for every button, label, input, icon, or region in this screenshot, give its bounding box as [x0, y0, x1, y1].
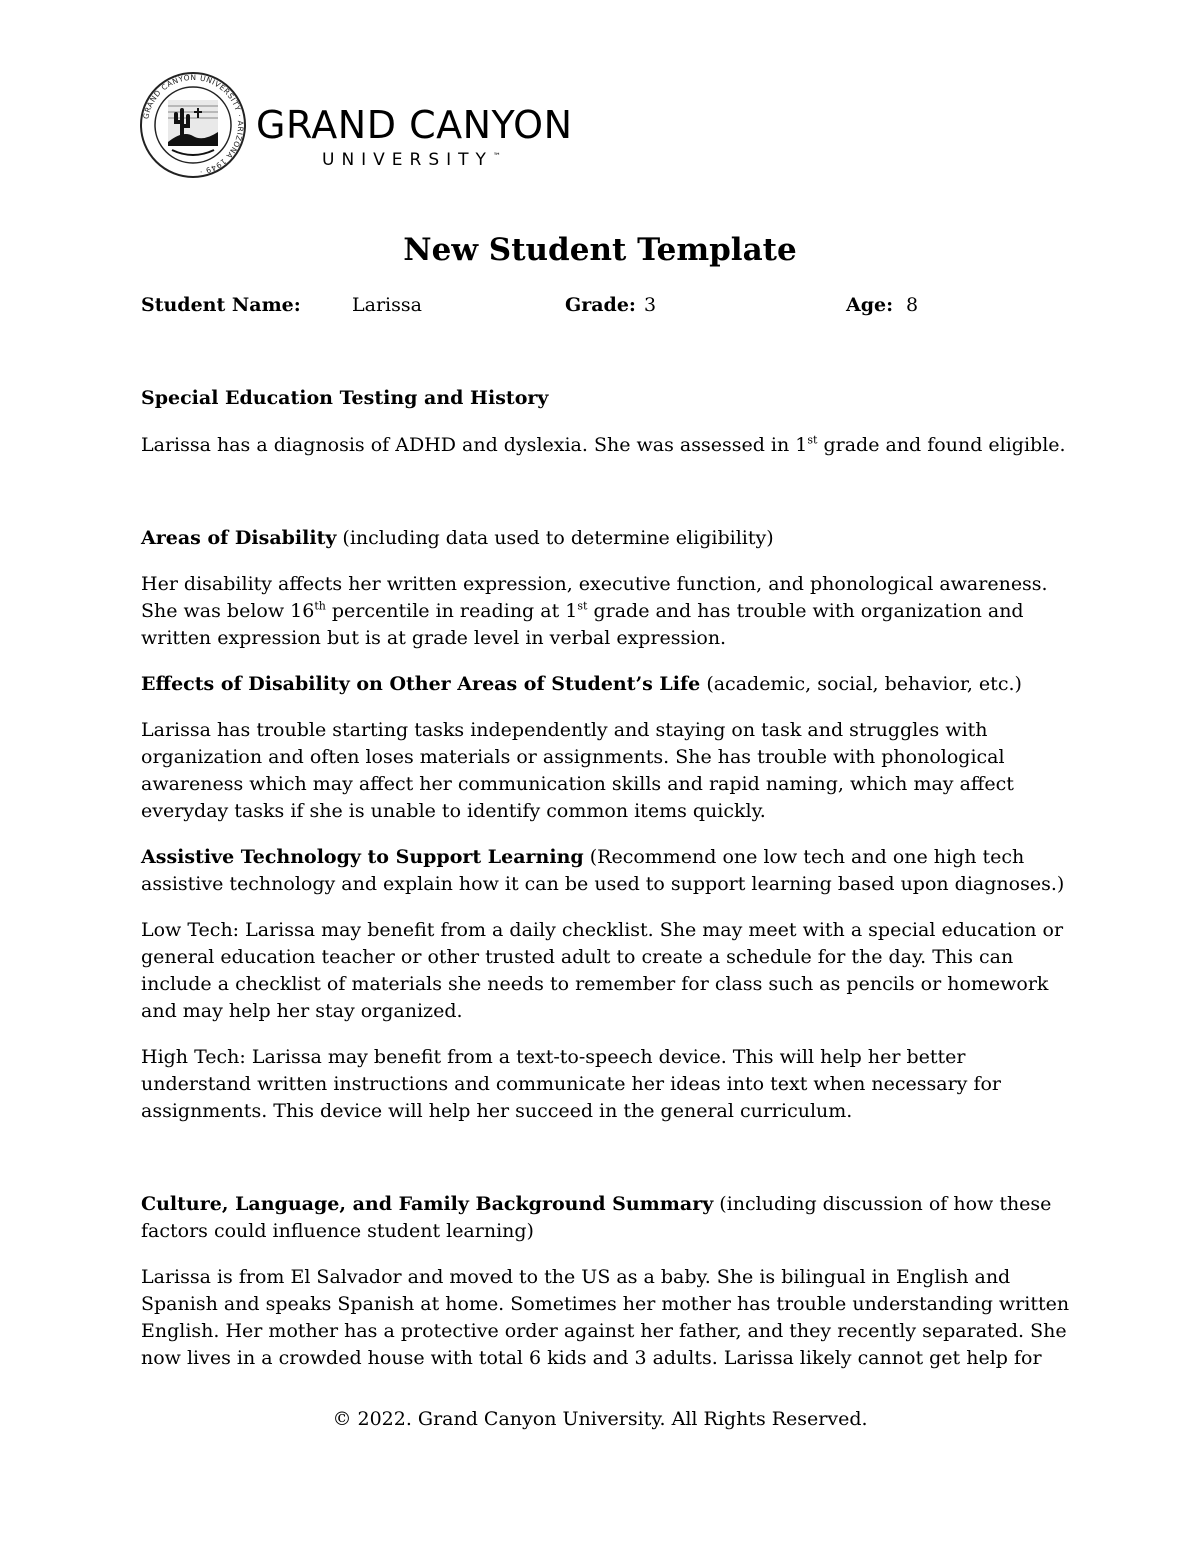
section-body-effects: Larissa has trouble starting tasks independently and staying on task and struggles with organization and often loses materials or assignments. She has trouble with phonological awareness which may affect her communication skills and rapid naming, which may affect everyday tasks if she is unable to identify common items quickly.	[141, 719, 1014, 822]
section-heading-disability: Areas of Disability (including data used to determine eligibility)	[141, 527, 774, 549]
student-name-label: Student Name:	[141, 294, 301, 316]
age-value: 8	[906, 294, 919, 316]
section-body-testing: Larissa has a diagnosis of ADHD and dyslexia. She was assessed in 1st grade and found eligible.	[141, 433, 1066, 456]
svg-text:GRAND CANYON UNIVERSITY · ARIZ: GRAND CANYON UNIVERSITY · ARIZONA 1949 ·	[141, 72, 246, 177]
section-heading-testing: Special Education Testing and History	[141, 387, 549, 409]
age-label: Age:	[846, 294, 894, 316]
copyright-footer: © 2022. Grand Canyon University. All Rights Reserved.	[332, 1408, 868, 1430]
section-body-culture: Larissa is from El Salvador and moved to the US as a baby. She is bilingual in English and Spanish and speaks Spanish at home. Sometimes her mother has trouble understanding written English. Her mother has a protective order against her father, and they recently separated. She now lives in a crowded house with total 6 kids and 3 adults. Larissa likely cannot get help for	[141, 1266, 1070, 1369]
student-name-value: Larissa	[352, 294, 422, 316]
logo-name-line2: UNIVERSITY™	[322, 150, 501, 170]
section-heading-effects: Effects of Disability on Other Areas of Student’s Life (academic, social, behavior, etc.)	[141, 673, 1022, 695]
grade-label: Grade:	[565, 294, 636, 316]
section-heading-culture: Culture, Language, and Family Background Summary (including discussion of how these factors could influence student learning)	[141, 1193, 1052, 1242]
low-tech-paragraph: Low Tech: Larissa may benefit from a daily checklist. She may meet with a special education or general education teacher or other trusted adult to create a schedule for the day. This can include a checklist of materials she needs to remember for class such as pencils or homework and may help her stay organized.	[141, 919, 1064, 1022]
logo-name-line1: GRAND CANYON	[256, 103, 573, 147]
university-seal-icon	[138, 70, 250, 180]
page-title: New Student Template	[403, 232, 797, 268]
high-tech-paragraph: High Tech: Larissa may benefit from a text-to-speech device. This will help her better understand written instructions and communicate her ideas into text when necessary for assignments. This device will help her succeed in the general curriculum.	[141, 1046, 1002, 1122]
section-body-disability: Her disability affects her written expression, executive function, and phonological awareness. She was below 16th percentile in reading at 1st grade and has trouble with organization and written expression but is at grade level in verbal expression.	[141, 573, 1048, 649]
document-body	[141, 385, 1071, 1372]
section-heading-assistive: Assistive Technology to Support Learning (Recommend one low tech and one high tech assistive technology and explain how it can be used to support learning based upon diagnoses.)	[141, 846, 1065, 895]
university-logo	[138, 70, 638, 180]
grade-value: 3	[644, 294, 657, 316]
